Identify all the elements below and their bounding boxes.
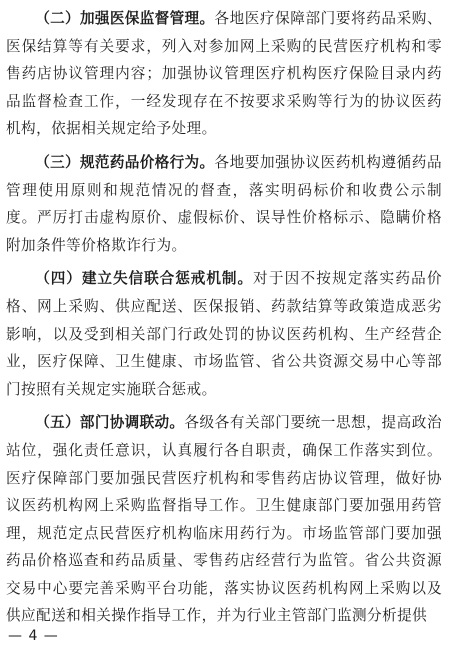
- paragraph-body: 各级各有关部门要统一思想，提高政治站位，强化责任意识，认真履行各自职责，确保工作落实到位。医疗保障部门要加强民营医疗机构和零售药店协议管理，做好协议医药机构网上采购监督指导工作。卫生健康部门要加强用药管理，规范定点民营医疗机构临床用药行为。市场监管部门要加强药品价格巡查和药品质量、零售药店经营行为监管。省公共资源交易中心要完善采购平台功能，落实协议医药机构网上采购以及供应配送和相关操作指导工作，并为行业主管部门监测分析提供: [6, 414, 442, 625]
- paragraph-joint-punishment: [6, 265, 442, 403]
- paragraph-drug-price-regulation: [6, 149, 442, 259]
- document-page: [6, 5, 442, 630]
- paragraph-body: 对于因不按规定落实药品价格、网上采购、供应配送、医保报销、药款结算等政策造成恶劣影响，以及受到相关部门行政处罚的协议医药机构、生产经营企业，医疗保障、卫生健康、市场监管、省公共资源交易中心等部门按照有关规定实施联合惩戒。: [6, 270, 442, 398]
- page-number: — 4 —: [8, 628, 59, 644]
- paragraph-department-coordination: [6, 409, 442, 630]
- paragraph-body: 各地要加强协议医药机构遵循药品管理使用原则和规范情况的督查，落实明码标价和收费公示制度。严厉打击虚构原价、虚假标价、误导性价格标示、隐瞒价格附加条件等价格欺诈行为。: [6, 153, 442, 254]
- paragraph-body: 各地医疗保障部门要将药品采购、医保结算等有关要求，列入对参加网上采购的民营医疗机构和零售药店协议管理内容；加强协议管理医疗机构医疗保险目录内药品监督检查工作，一经发现存在不按要求采购等行为的协议医药机构，依据相关规定给予处理。: [6, 10, 442, 138]
- paragraph-heading: （二）加强医保监督管理。: [35, 10, 215, 27]
- paragraph-medical-insurance-supervision: [6, 5, 442, 143]
- paragraph-heading: （五）部门协调联动。: [35, 414, 185, 432]
- paragraph-heading: （四）建立失信联合惩戒机制。: [35, 270, 254, 288]
- paragraph-heading: （三）规范药品价格行为。: [35, 153, 215, 171]
